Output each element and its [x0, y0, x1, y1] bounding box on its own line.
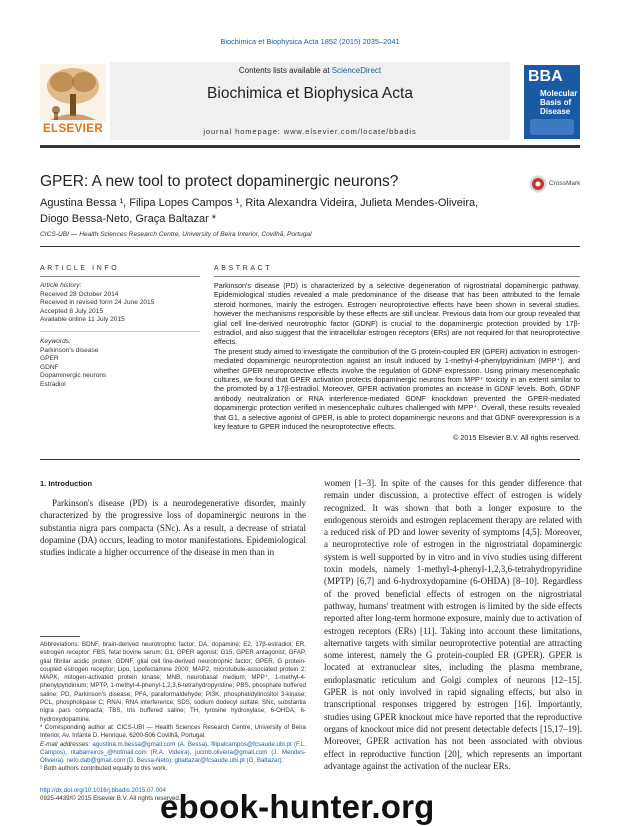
journal-homepage[interactable]: journal homepage: www.elsevier.com/locate/bbadis — [203, 127, 417, 136]
cover-artwork — [530, 119, 574, 135]
authors-line-2: Diogo Bessa-Neto, Graça Baltazar * — [40, 213, 217, 225]
history-revised: Received in revised form 24 June 2015 — [40, 299, 155, 307]
intro-paragraph-right: women [1–3]. In spite of the causes for this gender difference that remain under discussion, a protective effect of estrogen is widely recognized. It was shown that both a longer exposure to the endogenous steroids and estrogen replacement therapy are related with a reduced risk of PD and lower severity of symptoms [4,5]. Moreover, a neuroprotective role of estrogen in the nigrostriatal dopaminergic system is well supported by in vitro and in vivo studies using different toxin models, namely 1-methyl-4-phenyl-1,2,3,6-tetrahydropyridine (MPTP) [6,7] and 6-hydroxydopamine (6-OHDA) [8–10]. Regardless of the proved beneficial effects of estrogen on the nigrostriatal pathway, humans' treatment with estrogen is limited by the side effects reported after long-term hormone exposure, mainly due to activation of estrogen receptors (ERs) [11]. Taking into account these limitations, alternative targets with similar neuroprotective potential are attracting some interest, namely the G protein-coupled ER (GPER). GPER is located at extranuclear sites, including the plasma membrane, endoplasmatic reticulum and Golgi complex of neurons [12–15]. GPER is not only involved in rapid signaling effects, but also in transcriptional responses triggered by estrogen [16]. Importantly, studies using GPER knockout mice have reported that the reproductive organs of knockout mice did not present detectable defects [15,17–19]. Moreover, GPER activation has not been associated with obvious effect in reproductive function [20], which represents an important advantage against the activation of the nuclear ERs. — [324, 478, 582, 771]
keywords-label: Keywords: — [40, 338, 71, 345]
body-left-column — [40, 497, 306, 558]
abstract-body — [214, 281, 580, 442]
body-right-column — [324, 477, 582, 772]
abstract-copyright: © 2015 Elsevier B.V. All rights reserved. — [453, 432, 580, 442]
cover-line-2: Basis of — [540, 98, 572, 107]
history-label: Article history: — [40, 282, 82, 289]
history-online: Available online 11 July 2015 — [40, 316, 125, 324]
crossmark-label: CrossMark — [549, 180, 581, 187]
journal-title: Biochimica et Biophysica Acta — [207, 85, 413, 102]
footnote-rule — [40, 636, 80, 637]
keyword: GDNF — [40, 363, 59, 371]
abstract-paragraph-2: The present study aimed to investigate the contribution of the G protein-coupled ER (GPER) activation in estrogen-mediated dopaminergic neuroprotection against an insult induced by 1-methyl-4-phenylpyridinium (MPP⁺), and whether GPER neuroprotective effects involve the regulation of GDNF expression. Using primary mesencephalic cultures, we found that GPER activation protects dopaminergic neurons from MPP⁺ toxicity in an extent similar to the promoted by a 17β-estradiol. Moreover, GPER activation promotes an increase in GDNF levels. Both, GDNF antibody neutralization or RNA interference-mediated GDNF knockdown prevented the GPER-mediated dopaminergic protection verified in mesencephalic cultures challenged with MPP⁺. Overall, these results revealed that G1, a selective agonist of GPER, is able to protect dopaminergic neurons and that GDNF overexpression is a key feature to GPER induced the neuroprotective effects. — [214, 346, 580, 432]
crossmark-icon — [529, 175, 547, 193]
introduction-heading: 1. Introduction — [40, 479, 93, 488]
affiliation-divider — [40, 246, 580, 247]
corresponding-author-footnote: * Corresponding author at: CICS-UBI — Health Sciences Research Centre, University of Beira Interior, Av. Infante D. Henrique, 6200-506 Covilhã, Portugal. — [40, 723, 306, 740]
elsevier-wordmark: ELSEVIER — [42, 123, 104, 135]
article-history — [40, 282, 200, 325]
keyword: Parkinson's disease — [40, 346, 99, 354]
abstract-paragraph-1: Parkinson's disease (PD) is characterized by a selective degeneration of nigrostriatal dopaminergic pathway. Epidemiological studies revealed a male predominance of the disease that has been attributed to the female steroid hormones, mainly the estrogen. Estrogen neuroprotective effects have been shown in several studies, however the mechanisms responsible by these effects are still unclear. Previous data from our group revealed that glial cell line-derived neurotrophic factor (GDNF) is crucial to the dopaminergic protection provided by 17β-estradiol, and also suggest that the intracellular estrogen receptors (ERs) are not required for that neuroprotective effects. — [214, 281, 580, 347]
cover-line-3: Disease — [540, 107, 571, 116]
email-addresses[interactable]: agustina.m.bessa@gmail.com (A. Bessa), filipalcampos@fcsaude.ubi.pt (F.L. Campos), ritabarreiros_@hotmail.com (R.A. Videira), jucmb.oliveira@gmail.com (J. Mendes-Oliveira), neto.dab@gmail.com (D. Bessa-Neto), gbaltazar@fcsaude.ubi.pt (G. Baltazar). — [40, 740, 306, 765]
email-footnote — [40, 741, 306, 766]
contents-line — [110, 66, 510, 75]
keyword: Dopaminergic neurons — [40, 372, 107, 380]
keyword: Estradiol — [40, 380, 66, 388]
abstract-bottom-divider — [40, 459, 580, 460]
abstract-heading: ABSTRACT — [214, 265, 273, 272]
journal-cover-image[interactable] — [524, 65, 580, 139]
doi-link[interactable]: http://dx.doi.org/10.1016/j.bbadis.2015.07.004 — [40, 787, 166, 794]
abstract-rule — [214, 276, 580, 277]
article-title: GPER: A new tool to protect dopaminergic neurons? — [40, 173, 399, 190]
header-divider — [40, 145, 580, 148]
keyword: GPER — [40, 355, 59, 363]
article-info-rule — [40, 276, 200, 277]
footnotes — [40, 641, 306, 774]
keywords-rule — [40, 331, 200, 332]
author-list — [40, 195, 510, 227]
history-received: Received 28 October 2014 — [40, 290, 119, 298]
contents-prefix: Contents lists available at — [238, 66, 332, 75]
affiliation: CICS-UBI — Health Sciences Research Centre, University of Beira Interior, Covilhã, Portugal — [40, 231, 312, 238]
email-label: E-mail addresses: — [40, 740, 93, 748]
abbreviations-footnote: Abbreviations: BDNF, brain-derived neurotrophic factor; DA, dopamine; E2, 17β-estradiol; ER, estrogen receptor; FBS, fetal bovine serum; G1, GPER agonist; G15, GPER antagonist; GFAP, glial fibrilar acidic protein; GDNF, glial cell line-derived neurotrophic factor; GPER, G protein-coupled estrogen receptor; Lipo, Lipofectamine 2000; MAP2, microtubule-associated protein 2; MAPK, mitogen-activated protein kinase; MNB, neurobasal medium; MPP⁺, 1-methyl-4-phenylpyridinium; MPTP, 1-methyl-4-phenyl-1,2,3,6-tetrahydropyridine; PBS, phosphate buffered saline; PD, Parkinson's disease; PFA, paraformaldehyde; PI3K, phosphatidylinositol 3-kinase; PCL, phospholipase C; RNAi, RNA interference; SDS, sodium dodecyl sulfate; SNc, substantia nigra pars compacta; TBS, tris buffered saline; TH, tyrosine hydroxylase; 6-OHDA, 6-hydroxydopamine. — [40, 641, 306, 723]
equal-contribution-footnote: ¹ Both authors contributed equally to this work. — [40, 765, 168, 773]
cover-line-1: Molecular — [540, 89, 578, 98]
cover-bba: BBA — [528, 68, 563, 85]
crossmark-badge[interactable] — [529, 175, 589, 195]
issn-copyright: 0925-4439/© 2015 Elsevier B.V. All rights reserved. — [40, 795, 181, 803]
watermark: ebook-hunter.org — [160, 788, 435, 825]
intro-paragraph-left: Parkinson's disease (PD) is a neurodegenerative disorder, mainly characterized by the progressive loss of dopaminergic neurons in the substantia nigra pars compacta (SNc). As a result, a decrease of striatal dopamine (DA) occurs, leading to motor manifestations. Epidemiological studies indicate a higher occurrence of the disease in men than in — [40, 498, 306, 558]
keywords — [40, 338, 200, 390]
journal-reference[interactable]: Biochimica et Biophysica Acta 1852 (2015) 2035–2041 — [220, 37, 400, 46]
sciencedirect-link[interactable]: ScienceDirect — [331, 66, 382, 75]
authors-line-1: Agustina Bessa ¹, Filipa Lopes Campos ¹, Rita Alexandra Videira, Julieta Mendes-Oliveira, — [40, 197, 479, 209]
article-info-heading: ARTICLE INFO — [40, 265, 120, 272]
history-accepted: Accepted 8 July 2015 — [40, 307, 104, 315]
